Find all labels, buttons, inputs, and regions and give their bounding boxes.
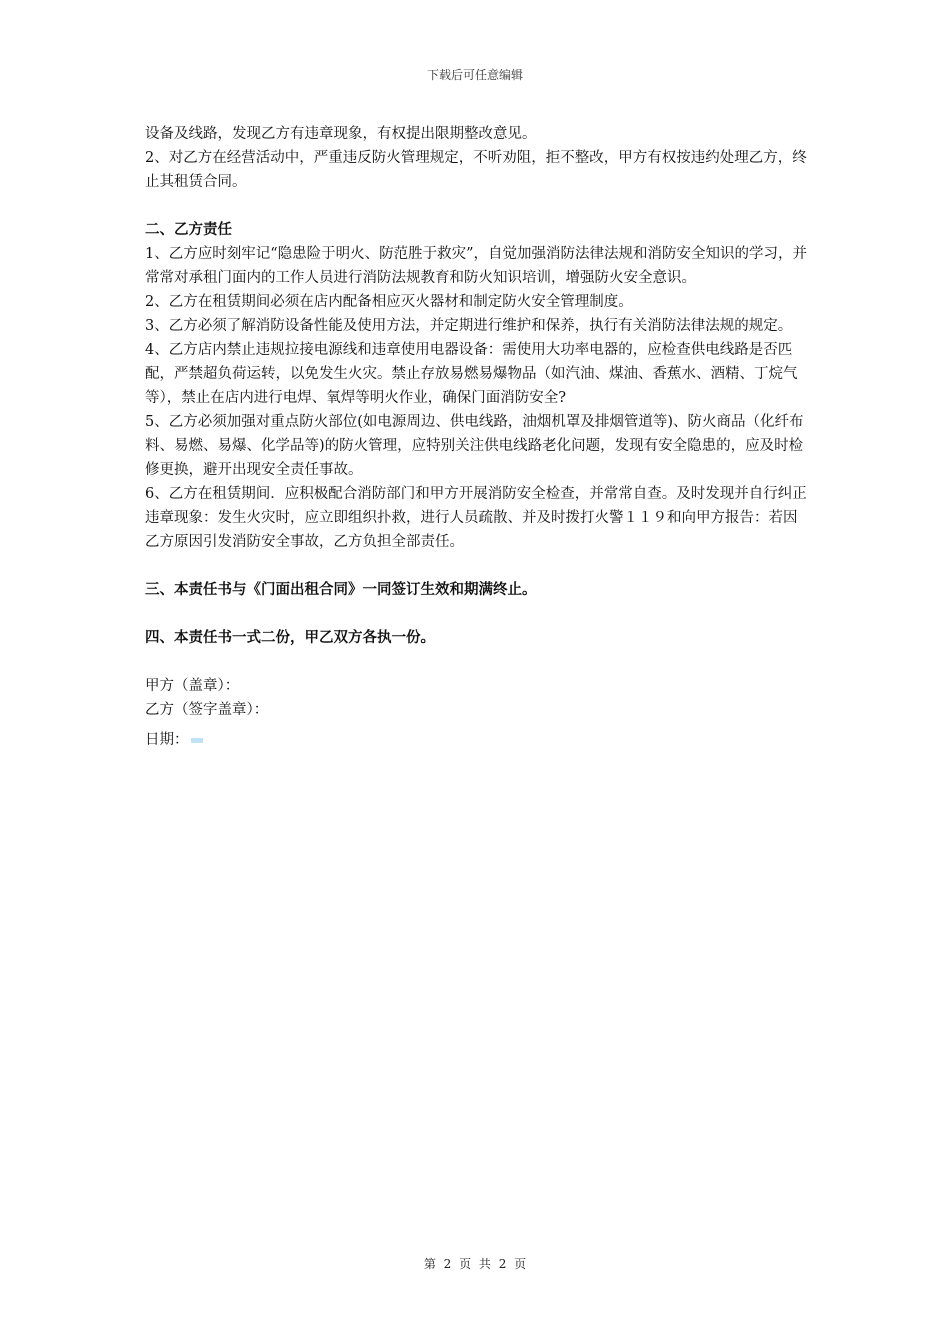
- section1-continued-text: 设备及线路，发现乙方有违章现象，有权提出限期整改意见。: [145, 126, 537, 142]
- section2-item-4: 4、乙方店内禁止违规拉接电源线和违章使用电器设备：需使用大功率电器的，应检查供电线路是否匹配，严禁超负荷运转，以免发生火灾。禁止存放易燃易爆物品（如汽油、煤油、香蕉水、酒精、丁烷气等），禁止在店内进行电焊、氧焊等明火作业，确保门面消防安全?: [145, 342, 798, 406]
- date-label: 日期：: [145, 732, 189, 748]
- party-b-signature: 乙方（签字盖章）：: [145, 702, 269, 718]
- section2-item-1: 1、乙方应时刻牢记“隐患险于明火、防范胜于救灾”，自觉加强消防法律法规和消防安全知识的学习，并常常对承租门面内的工作人员进行消防法规教育和防火知识培训，增强防火安全意识。: [145, 246, 808, 286]
- page-footer: 第 2 页 共 2 页: [423, 1257, 527, 1271]
- party-a-signature: 甲方（盖章）：: [145, 678, 240, 694]
- section2-item-5: 5、乙方必须加强对重点防火部位(如电源周边、供电线路，油烟机罩及排烟管道等)、防火商品（化纤布料、易燃、易爆、化学品等)的防火管理，应特别关注供电线路老化问题，发现有安全隐患的，应及时检修更换，避开出现安全责任事故。: [145, 414, 804, 478]
- section4-title: 四、本责任书一式二份，甲乙双方各执一份。: [145, 630, 435, 646]
- section2-item-2: 2、乙方在租赁期间必须在店内配备相应灭火器材和制定防火安全管理制度。: [145, 294, 633, 310]
- document-body: [145, 122, 809, 752]
- page-header: 下载后可任意编辑: [426, 68, 523, 82]
- section2-title: 二、乙方责任: [145, 222, 232, 238]
- section3-title: 三、本责任书与《门面出租合同》一同签订生效和期满终止。: [145, 582, 537, 598]
- section2-item-6: 6、乙方在租赁期间．应积极配合消防部门和甲方开展消防安全检查，并常常自查。及时发现并自行纠正违章现象：发生火灾时，应立即组织扑救，进行人员疏散、并及时拨打火警１１９和向甲方报告：若因乙方原因引发消防安全事故，乙方负担全部责任。: [145, 486, 807, 550]
- section2-item-3: 3、乙方必须了解消防设备性能及使用方法，并定期进行维护和保养，执行有关消防法律法规的规定。: [145, 318, 793, 334]
- section1-item-2: 2、对乙方在经营活动中，严重违反防火管理规定，不听劝阻，拒不整改，甲方有权按违约处理乙方，终止其租赁合同。: [145, 150, 807, 190]
- date-line: [145, 728, 809, 752]
- date-highlight-mark: [191, 738, 203, 743]
